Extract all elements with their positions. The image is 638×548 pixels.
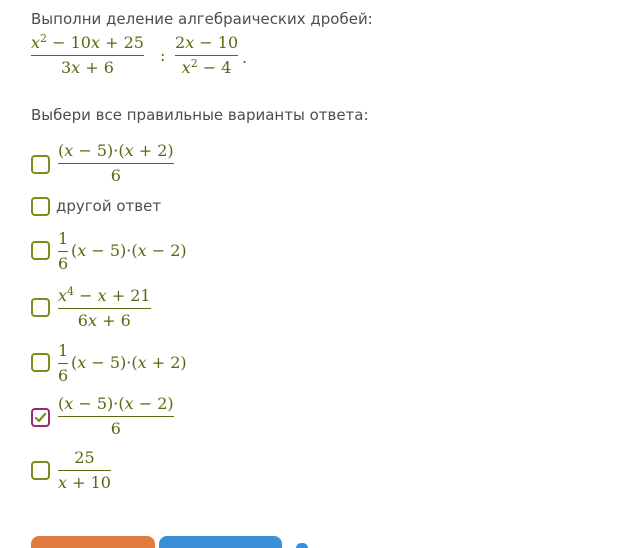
- expression-end: .: [242, 48, 248, 67]
- answer-checkbox-3[interactable]: [31, 241, 50, 260]
- option-5-coefficient: 1 6: [58, 341, 69, 386]
- expression-right-fraction: 2x − 10 $x^2 - 4$: [175, 33, 239, 78]
- primary-action-button[interactable]: [31, 536, 155, 548]
- option-3-expression: (x − 5)·(x − 2): [71, 241, 187, 260]
- option-3-coefficient: 1 6: [58, 229, 69, 274]
- option-5-expression: (x − 5)·(x + 2): [71, 353, 187, 372]
- answer-checkbox-1[interactable]: [31, 155, 50, 174]
- answer-checkbox-5[interactable]: [31, 353, 50, 372]
- help-icon[interactable]: [296, 543, 308, 548]
- answer-checkbox-4[interactable]: [31, 298, 50, 317]
- task-instruction: Выполни деление алгебраических дробей:: [31, 10, 373, 28]
- answer-checkbox-6[interactable]: [31, 408, 50, 427]
- division-operator: :: [160, 46, 166, 65]
- option-2-label: другой ответ: [56, 197, 162, 215]
- expression-left-fraction: $x^2 - 10x + 25$ 3x + 6: [31, 32, 144, 78]
- checkmark-icon: [34, 411, 47, 424]
- secondary-action-button[interactable]: [159, 536, 282, 548]
- select-prompt: Выбери все правильные варианты ответа:: [31, 106, 369, 124]
- answer-checkbox-2[interactable]: [31, 197, 50, 216]
- option-6-fraction: (x − 5)·(x − 2) 6: [58, 394, 174, 439]
- answer-checkbox-7[interactable]: [31, 461, 50, 480]
- option-7-fraction: 25 x + 10: [58, 448, 111, 493]
- option-1-fraction: (x − 5)·(x + 2) 6: [58, 141, 174, 186]
- option-4-fraction: $x^4 - x + 21$ 6x + 6: [58, 285, 151, 331]
